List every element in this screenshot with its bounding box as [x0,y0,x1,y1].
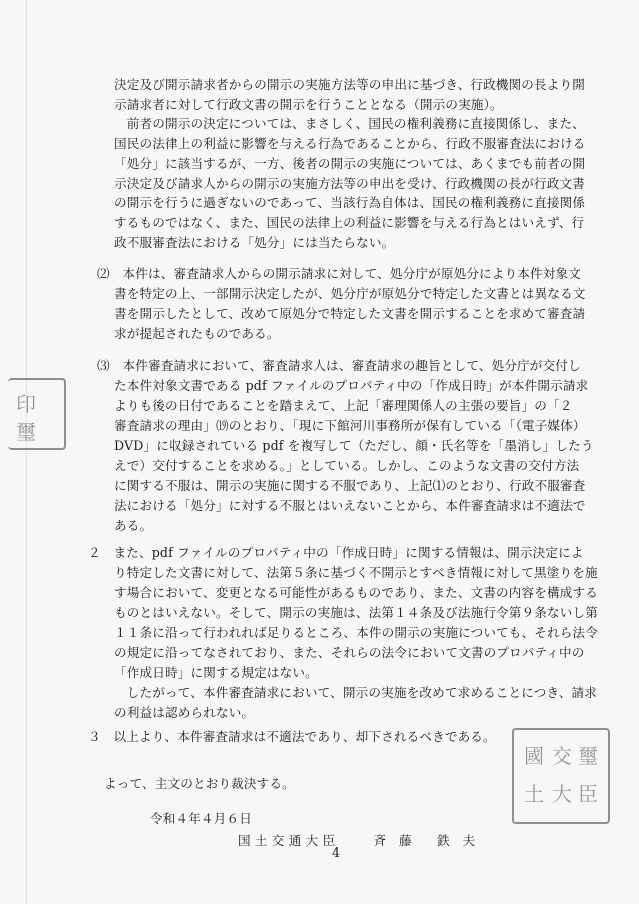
text-line: の利益は認められない。 [114,705,255,720]
text-line: た本件対象文書である pdf ファイルのプロパティ中の「作成日時」が本件開示請求 [114,378,589,393]
text-line: ⑶ 本件審査請求において、審査請求人は、審査請求の趣旨として、処分庁が交付し [97,358,581,373]
text-line: 示決定及び請求人からの開示の実施方法等の申出を受け、行政機関の長が行政文書 [114,176,586,191]
text-line: に関する不服は、開示の実施に関する不服であり、上記⑴のとおり、行政不服審査 [114,478,586,493]
text-line: DVD」に収録されている pdf を複写して（ただし、顔・氏名等を「墨消し」したう [114,438,594,453]
closing-line: よって、主文のとおり裁決する。 [104,776,295,791]
seal-stamp-left: 印 璽 [8,378,66,450]
text-line: えで）交付することを求める。」としている。しかし、このような文書の交付方法 [114,458,580,473]
text-line: 「作成日時」に関する規定はない。 [114,665,318,680]
text-line: 政不服審査法における「処分」には当たらない。 [114,235,395,250]
text-line: ⑵ 本件は、審査請求人からの開示請求に対して、処分庁が原処分により本件対象文 [97,266,582,281]
text-line: す場合において、変更となる可能性があるものであり、また、文書の内容を構成する [114,585,599,600]
minister-signature: 国 土 交 通 大 臣 斉 藤 鉄 夫 [238,833,476,848]
text-line: ３ 以上より、本件審査請求は不適法であり、却下されるべきである。 [88,729,496,744]
text-line: １１条に沿って行われれば足りるところ、本件の開示の実施についても、それら法令 [114,625,599,640]
text-line: 前者の開示の決定については、まさしく、国民の権利義務に直接関係し、また、 [114,116,586,131]
text-line: ある。 [114,518,153,533]
text-line: 国民の法律上の利益に影響を与える行為であることから、行政不服審査法における [114,136,586,151]
text-line: 「処分」に該当するが、一方、後者の開示の実施については、あくまでも前者の開 [114,156,586,171]
official-seal-stamp: 國 交 璽 土 大 臣 [512,728,610,824]
text-line: の規定に沿ってなされており、また、それらの法令において文書のプロパティ中の [114,645,585,660]
text-line: するものではなく、また、国民の法律上の利益に影響を与える行為とはいえず、行 [114,215,585,230]
text-line: よりも後の日付であることを踏まえて、上記「審理関係人の主張の要旨」の「２ [114,398,573,413]
decision-date: 令和４年４月６日 [150,811,252,826]
text-line: 求が提起されたものである。 [114,326,280,341]
text-line: 決定及び開示請求者からの開示の実施方法等の申出に基づき、行政機関の長より開 [114,77,586,92]
text-line: ものとはいえない。そして、開示の実施は、法第１４条及び法施行令第９条ないし第 [114,605,599,620]
text-line: 書を特定の上、一部開示決定したが、処分庁が原処分で特定した文書とは異なる文 [114,286,586,301]
page-number: 4 [332,845,341,860]
text-line: 示請求者に対して行政文書の開示を行うこととなる（開示の実施）。 [114,97,503,112]
text-line: 審査請求の理由」⒆のとおり、「現に下館河川事務所が保有している「（電子媒体） [114,418,586,433]
page-crease [26,0,27,904]
text-line: り特定した文書に対して、法第５条に基づく不開示とすべき情報に対して黒塗りを施 [114,565,598,580]
text-line: 法における「処分」に対する不服とはいえないことから、本件審査請求は不適法で [114,498,586,513]
text-line: ２ また、pdf ファイルのプロパティ中の「作成日時」に関する情報は、開示決定によ [88,545,584,560]
text-line: したがって、本件審査請求において、開示の実施を改めて求めることにつき、請求 [114,685,598,700]
text-line: の開示を行うに過ぎないのであって、当該行為自体は、国民の権利義務に直接関係 [114,195,586,210]
text-line: 書を開示したとして、改めて原処分で特定した文書を開示することを求めて審査請 [114,306,586,321]
